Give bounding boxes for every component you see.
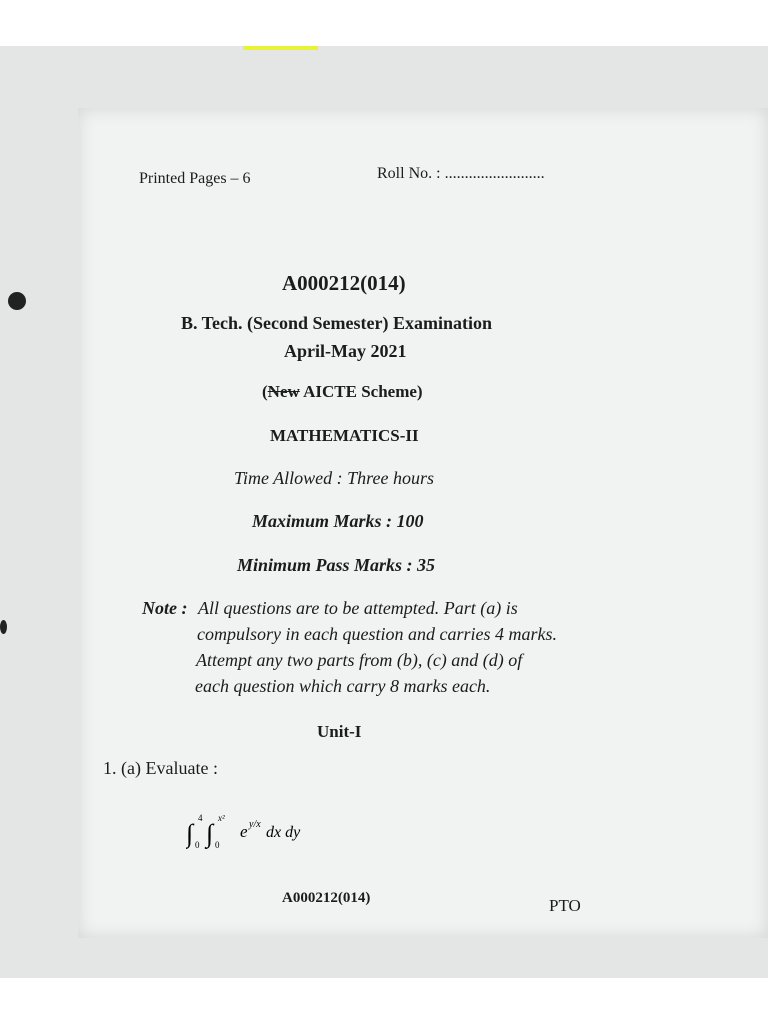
note-line: compulsory in each question and carries 4 marks. [197, 624, 557, 644]
punch-hole-bottom [0, 620, 7, 634]
paper-code: A000212(014) [282, 271, 406, 295]
exam-scheme [262, 382, 423, 402]
punch-hole-top [8, 292, 26, 310]
unit-heading: Unit-I [317, 722, 362, 741]
differentials: dx dy [266, 824, 301, 841]
time-allowed: Time Allowed : Three hours [234, 468, 435, 488]
note-line: each question which carry 8 marks each. [195, 676, 491, 696]
integrand-exponent: y/x [249, 819, 261, 830]
outer-lower-limit: 0 [195, 840, 200, 850]
minimum-pass-marks: Minimum Pass Marks : 35 [237, 555, 436, 575]
inner-lower-limit: 0 [215, 840, 220, 850]
scheme-open: ( [262, 382, 268, 401]
outer-integral-sign: ∫ [186, 819, 194, 848]
integrand-base: e [240, 822, 248, 841]
outer-upper-limit: 4 [198, 813, 203, 823]
yellow-tape [243, 46, 318, 50]
scheme-struck-word: New [267, 382, 300, 401]
exam-session: April-May 2021 [284, 341, 407, 361]
note-line: All questions are to be attempted. Part (a) is [198, 598, 518, 618]
scheme-rest: AICTE Scheme) [299, 382, 423, 401]
note-line: Attempt any two parts from (b), (c) and (d) of [196, 650, 523, 670]
page-turn-over: PTO [549, 896, 581, 915]
exam-title: B. Tech. (Second Semester) Examination [181, 313, 493, 333]
question-1a-label: 1. (a) Evaluate : [103, 758, 218, 778]
inner-upper-limit: x² [218, 813, 225, 823]
subject-title: MATHEMATICS-II [270, 426, 419, 445]
maximum-marks: Maximum Marks : 100 [252, 511, 424, 531]
footer-paper-code: A000212(014) [282, 890, 371, 906]
inner-integral-sign: ∫ [206, 819, 214, 848]
printed-pages: Printed Pages – 6 [139, 170, 251, 187]
double-integral-formula [186, 812, 316, 852]
note-label: Note : [142, 598, 188, 618]
roll-number: Roll No. : ......................... [377, 165, 545, 182]
